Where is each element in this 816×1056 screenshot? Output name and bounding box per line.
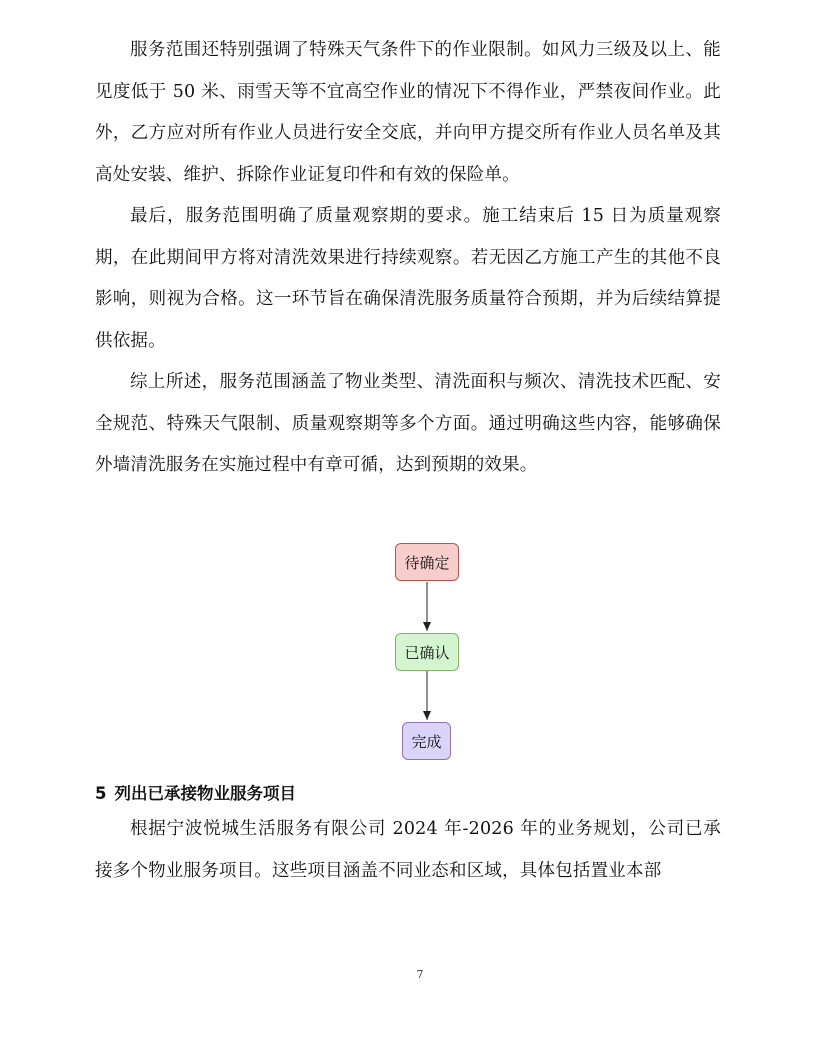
paragraph-summary: 综上所述，服务范围涵盖了物业类型、清洗面积与频次、清洗技术匹配、安全规范、特殊天气限制、质量观察期等多个方面。通过明确这些内容，能够确保外墙清洗服务在实施过程中有章可循，达到预期的效果。 [95,372,721,475]
section-number: 5 [95,784,107,803]
flow-node-pending: 待确定 [395,543,459,581]
page-number: 7 [416,968,424,981]
paragraph-quality-period: 最后，服务范围明确了质量观察期的要求。施工结束后 15 日为质量观察期，在此期间甲方将对清洗效果进行持续观察。若无因乙方施工产生的其他不良影响，则视为合格。这一环节旨在确保清洗服务质量符合预期，并为后续结算提供依据。 [95,206,721,351]
flow-node-confirmed: 已确认 [395,633,459,671]
paragraph-projects: 根据宁波悦城生活服务有限公司 2024 年-2026 年的业务规划，公司已承接多个物业服务项目。这些项目涵盖不同业态和区域，具体包括置业本部 [95,819,721,881]
section-title: 列出已承接物业服务项目 [114,784,296,803]
paragraph-weather-limits: 服务范围还特别强调了特殊天气条件下的作业限制。如风力三级及以上、能见度低于 50 米、雨雪天等不宜高空作业的情况下不得作业，严禁夜间作业。此外，乙方应对所有作业人员进行安全交底，并向甲方提交所有作业人员名单及其高处安装、维护、拆除作业证复印件和有效的保险单。 [95,40,721,185]
flow-node-done: 完成 [402,722,451,760]
section-heading [95,780,304,804]
